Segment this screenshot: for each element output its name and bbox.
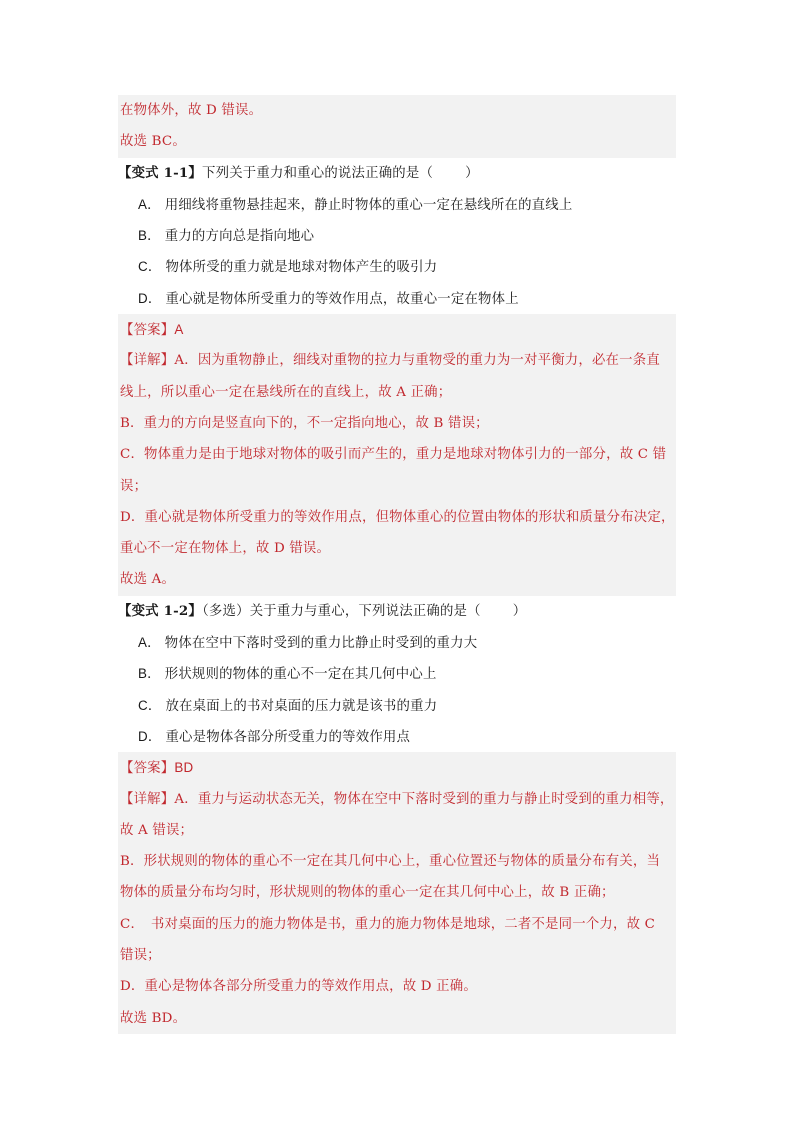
detail-line: 重心不一定在物体上，故 D 错误。 xyxy=(120,541,331,557)
answer-box-1-2 xyxy=(118,752,676,1034)
detail-label: 【详解】 xyxy=(120,791,175,807)
question-stem-close: ） xyxy=(512,603,527,619)
detail-line: B．重力的方向是竖直向下的，不一定指向地心，故 B 错误； xyxy=(120,415,489,431)
answer-label: 【答案】 xyxy=(120,761,175,777)
option-b xyxy=(118,658,676,689)
option-letter: B． xyxy=(138,228,161,244)
option-letter: A． xyxy=(138,635,161,651)
detail-label: 【详解】 xyxy=(120,353,175,369)
previous-conclusion-line: 故选 BC。 xyxy=(120,134,186,150)
option-a xyxy=(118,627,676,658)
detail-line: C． 书对桌面的压力的施力物体是书，重力的施力物体是地球，二者不是同一个力，故 C xyxy=(120,916,656,932)
option-letter: A． xyxy=(138,196,161,212)
option-text: 重心是物体各部分所受重力的等效作用点 xyxy=(165,729,411,745)
detail-text: A．因为重物静止，细线对重物的拉力与重物受的重力为一对平衡力，必在一条直 xyxy=(174,353,660,369)
detail-line: 线上，所以重心一定在悬线所在的直线上，故 A 正确； xyxy=(120,384,452,400)
option-text: 重心就是物体所受重力的等效作用点，故重心一定在物体上 xyxy=(165,291,519,307)
option-letter: C． xyxy=(138,697,162,713)
detail-line xyxy=(120,345,676,376)
detail-line: C．物体重力是由于地球对物体的吸引而产生的，重力是地球对物体引力的一部分，故 C 错 xyxy=(120,447,667,463)
detail-line: B．形状规则的物体的重心不一定在其几何中心上，重心位置还与物体的质量分布有关，当 xyxy=(120,854,661,870)
answer-value: BD xyxy=(174,760,194,776)
previous-answer-box xyxy=(118,95,676,158)
answer-value: A xyxy=(174,322,184,338)
detail-line: 故 A 错误； xyxy=(120,822,194,838)
option-text: 重力的方向总是指向地心 xyxy=(164,229,315,245)
question-stem: 下列关于重力和重心的说法正确的是（ xyxy=(202,165,434,181)
option-letter: C． xyxy=(138,259,162,275)
detail-line: D．重心就是物体所受重力的等效作用点，但物体重心的位置由物体的形状和质量分布决定， xyxy=(120,509,675,525)
question-1-1-heading xyxy=(118,158,676,189)
document-page xyxy=(118,95,676,1034)
question-1-2-heading xyxy=(118,596,676,627)
detail-line: D．重心是物体各部分所受重力的等效作用点，故 D 正确。 xyxy=(120,979,477,995)
option-c xyxy=(118,251,676,282)
option-letter: D． xyxy=(138,290,162,306)
detail-line: 错误； xyxy=(120,948,161,964)
option-text: 用细线将重物悬挂起来，静止时物体的重心一定在悬线所在的直线上 xyxy=(164,197,573,213)
option-d xyxy=(118,283,676,314)
option-text: 物体所受的重力就是地球对物体产生的吸引力 xyxy=(165,260,438,276)
conclusion-line: 故选 BD。 xyxy=(120,1010,187,1026)
previous-detail-line: 在物体外，故 D 错误。 xyxy=(120,103,263,118)
detail-line: 物体的质量分布均匀时，形状规则的物体的重心一定在其几何中心上，故 B 正确； xyxy=(120,885,615,901)
answer-line xyxy=(120,314,676,345)
question-stem-close: ） xyxy=(465,165,479,181)
option-c xyxy=(118,690,676,721)
question-tag: 【变式 1-1】 xyxy=(118,164,203,181)
question-stem: （多选）关于重力与重心，下列说法正确的是（ xyxy=(202,603,481,619)
detail-line xyxy=(120,784,676,815)
option-b xyxy=(118,220,676,251)
option-text: 形状规则的物体的重心不一定在其几何中心上 xyxy=(164,667,437,683)
answer-box-1-1 xyxy=(118,314,676,596)
option-letter: B． xyxy=(138,666,161,682)
option-a xyxy=(118,189,676,220)
option-text: 放在桌面上的书对桌面的压力就是该书的重力 xyxy=(165,698,438,714)
detail-text: A．重力与运动状态无关，物体在空中下落时受到的重力与静止时受到的重力相等， xyxy=(174,791,674,807)
option-text: 物体在空中下落时受到的重力比静止时受到的重力大 xyxy=(164,636,478,652)
conclusion-line: 故选 A。 xyxy=(120,572,176,588)
answer-label: 【答案】 xyxy=(120,323,175,339)
detail-line: 误； xyxy=(120,478,148,494)
option-letter: D． xyxy=(138,728,162,744)
answer-line xyxy=(120,752,676,783)
option-d xyxy=(118,721,676,752)
question-tag: 【变式 1-2】 xyxy=(118,602,203,619)
